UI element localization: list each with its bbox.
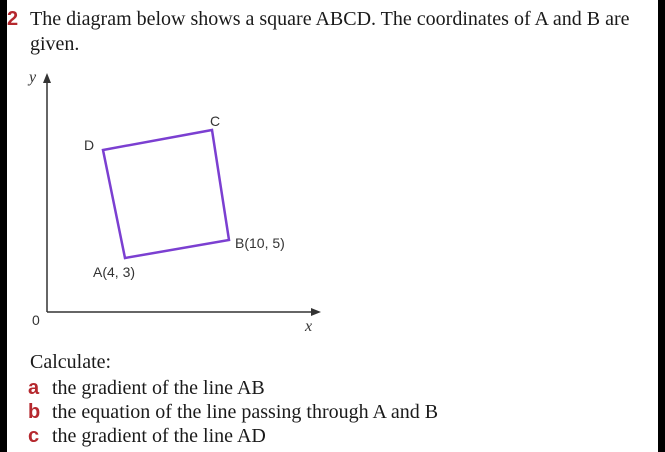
part-a-letter: a (28, 377, 40, 399)
vertex-label-a: A(4, 3) (93, 264, 136, 280)
calculate-label: Calculate: (30, 351, 112, 373)
part-a-text: the gradient of the line AB (52, 377, 265, 399)
part-a (28, 376, 265, 400)
vertex-label-c: C (210, 113, 221, 129)
square-abcd (103, 130, 229, 258)
question-intro: The diagram below shows a square ABCD. The coordinates of A and B are given. (30, 8, 630, 55)
origin-label: 0 (32, 312, 40, 328)
part-c (28, 424, 266, 448)
x-axis-arrow (311, 308, 321, 316)
y-axis-arrow (43, 73, 51, 83)
y-axis-label: y (29, 69, 37, 86)
part-c-text: the gradient of the line AD (52, 425, 266, 447)
part-b-text: the equation of the line passing through A and B (52, 401, 439, 423)
vertex-label-b: B(10, 5) (235, 235, 285, 251)
question-number: 2 (7, 8, 19, 30)
part-b-letter: b (28, 401, 41, 423)
part-c-letter: c (28, 425, 40, 447)
vertex-label-d: D (84, 137, 95, 153)
x-axis-label: x (305, 318, 313, 335)
part-b (28, 400, 438, 424)
